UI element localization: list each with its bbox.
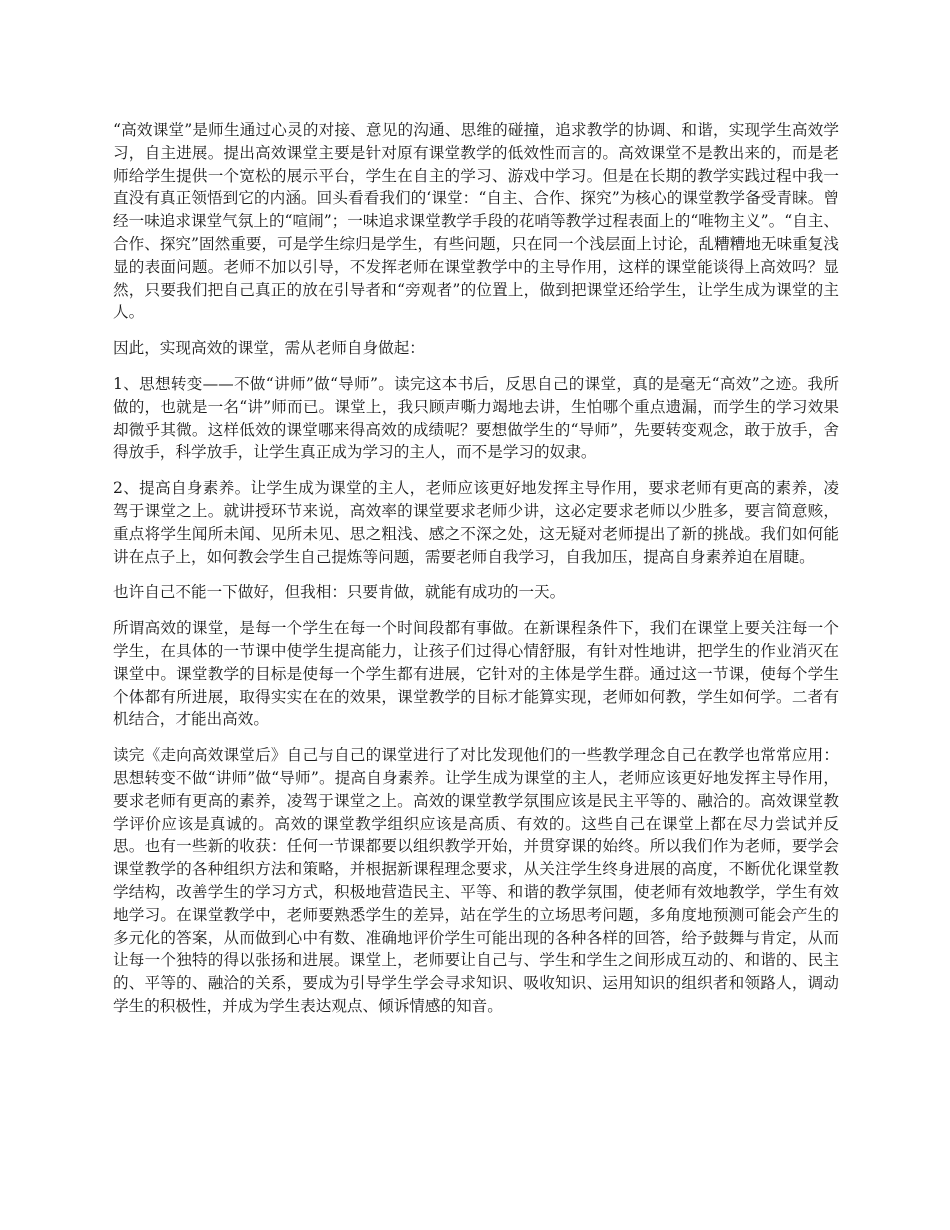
paragraph-therefore: 因此，实现高效的课堂，需从老师自身做起： <box>113 339 425 358</box>
paragraph-point-1: 1、思想转变——不做“讲师”做“导师”。读完这本书后，反思自己的课堂，真的是毫无“高效”之迹。我所做的，也就是一名“讲”师而已。课堂上，我只顾声嘶力竭地去讲，生怕哪个重点遗漏，而学生的学习效果却微乎其微。这样低效的课堂哪来得高效的成绩呢？要想做学生的“导师”，先要转变观念，敢于放手，舍得放手，科学放手，让学生真正成为学习的主人，而不是学习的奴隶。 <box>113 374 839 462</box>
paragraph-belief: 也许自己不能一下做好，但我相：只要肯做，就能有成功的一天。 <box>113 583 566 602</box>
paragraph-point-2: 2、提高自身素养。让学生成为课堂的主人，老师应该更好地发挥主导作用，要求老师有更高的素养，凌驾于课堂之上。就讲授环节来说，高效率的课堂要求老师少讲，这必定要求老师以少胜多，要言简意赅，重点将学生闻所未闻、见所未见、思之粗浅、感之不深之处，这无疑对老师提出了新的挑战。我们如何能讲在点子上，如何教会学生自己提炼等问题，需要老师自我学习，自我加压，提高自身素养迫在眉睫。 <box>113 479 839 566</box>
document-body <box>113 119 839 1031</box>
paragraph-definition: 所谓高效的课堂，是每一个学生在每一个时间段都有事做。在新课程条件下，我们在课堂上要关注每一个学生，在具体的一节课中使学生提高能力，让孩子们过得心情舒服，有针对性地讲，把学生的作业消灭在课堂中。课堂教学的目标是使每一个学生都有进展，它针对的主体是学生群。通过这一节课，使每个学生个体都有所进展，取得实实在在的效果，课堂教学的目标才能算实现，老师如何教，学生如何学。二者有机结合，才能出高效。 <box>113 619 839 729</box>
paragraph-reflection: 读完《走向高效课堂后》自己与自己的课堂进行了对比发现他们的一些教学理念自己在教学也常常应用：思想转变不做“讲师”做“导师”。提高自身素养。让学生成为课堂的主人，老师应该更好地发挥主导作用，要求老师有更高的素养，凌驾于课堂之上。高效的课堂教学氛围应该是民主平等的、融洽的。高效课堂教学评价应该是真诚的。高效的课堂教学组织应该是高质、有效的。这些自己在课堂上都在尽力尝试并反思。也有一些新的收获：任何一节课都要以组织教学开始，并贯穿课的始终。所以我们作为老师，要学会课堂教学的各种组织方法和策略，并根据新课程理念要求，从关注学生终身进展的高度，不断优化课堂教学结构，改善学生的学习方式，积极地营造民主、平等、和谐的教学氛围，使老师有效地教学，学生有效地学习。在课堂教学中，老师要熟悉学生的差异，站在学生的立场思考问题，多角度地预测可能会产生的多元化的答案，从而做到心中有数、准确地评价学生可能出现的各种各样的回答，给予鼓舞与肯定，从而让每一个独特的得以张扬和进展。课堂上，老师要让自己与、学生和学生之间形成互动的、和谐的、民主的、平等的、融洽的关系，要成为引导学生学会寻求知识、吸收知识、运用知识的组织者和领路人，调动学生的积极性，并成为学生表达观点、倾诉情感的知音。 <box>113 746 839 1015</box>
paragraph-intro: “高效课堂”是师生通过心灵的对接、意见的沟通、思维的碰撞，追求教学的协调、和谐，实现学生高效学习，自主进展。提出高效课堂主要是针对原有课堂教学的低效性而言的。高效课堂不是教出来的，而是老师给学生提供一个宽松的展示平台，学生在自主的学习、游戏中学习。但是在长期的教学实践过程中我一直没有真正领悟到它的内涵。回头看看我们的‘课堂：“自主、合作、探究”为核心的课堂教学备受青睐。曾经一味追求课堂气氛上的“喧闹”；一味追求课堂教学手段的花哨等教学过程表面上的“唯物主义”。“自主、合作、探究”固然重要，可是学生综归是学生，有些问题，只在同一个浅层面上讨论，乱糟糟地无味重复浅显的表面问题。老师不加以引导，不发挥老师在课堂教学中的主导作用，这样的课堂能谈得上高效吗？显然，只要我们把自己真正的放在引导者和“旁观者”的位置上，做到把课堂还给学生，让学生成为课堂的主人。 <box>113 121 839 322</box>
